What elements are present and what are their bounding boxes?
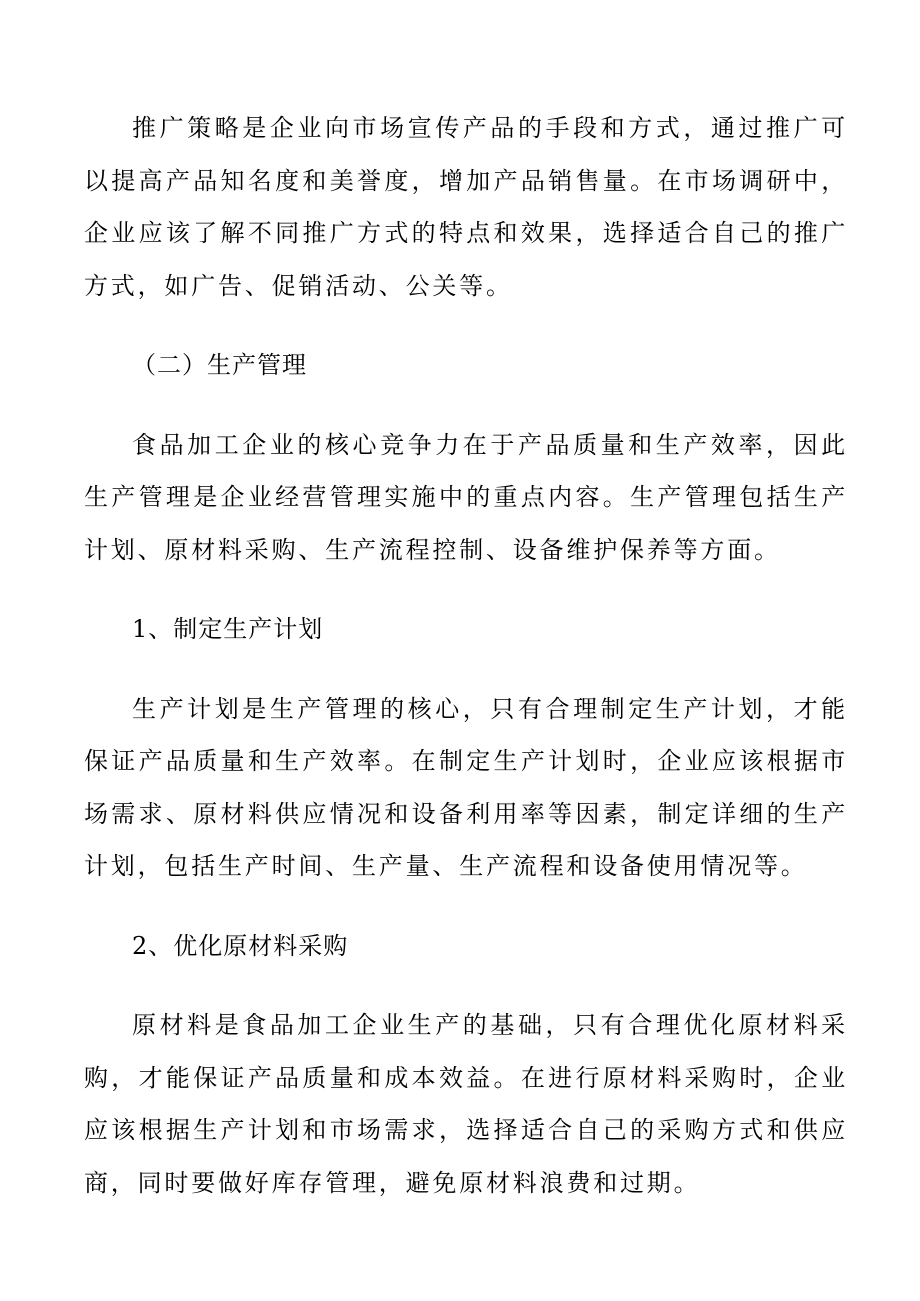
section-heading-production-management: （二）生产管理 xyxy=(132,351,307,379)
paragraph-raw-material-procurement: 原材料是食品加工企业生产的基础，只有合理优化原材料采购，才能保证产品质量和成本效益。在进行原材料采购时，企业应该根据生产计划和市场需求，选择适合自己的采购方式和供应商，同时要做好库存管理，避免原材料浪费和过期。 xyxy=(84,1011,848,1197)
subheading-raw-material-procurement: 2、优化原材料采购 xyxy=(132,931,349,960)
paragraph-production-plan: 生产计划是生产管理的核心，只有合理制定生产计划，才能保证产品质量和生产效率。在制定生产计划时，企业应该根据市场需求、原材料供应情况和设备利用率等因素，制定详细的生产计划，包括生产时间、生产量、生产流程和设备使用情况等。 xyxy=(84,694,848,880)
paragraph-spacer xyxy=(84,656,848,683)
document-body xyxy=(84,102,848,1209)
paragraph-spacer xyxy=(84,312,848,339)
paragraph-production-management-intro: 食品加工企业的核心竞争力在于产品质量和生产效率，因此生产管理是企业经营管理实施中的重点内容。生产管理包括生产计划、原材料采购、生产流程控制、设备维护保养等方面。 xyxy=(84,430,848,564)
paragraph-spacer xyxy=(84,972,848,999)
paragraph-spacer xyxy=(84,893,848,920)
paragraph-spacer xyxy=(84,576,848,603)
paragraph-promotion-strategy: 推广策略是企业向市场宣传产品的手段和方式，通过推广可以提高产品知名度和美誉度，增加产品销售量。在市场调研中，企业应该了解不同推广方式的特点和效果，选择适合自己的推广方式，如广告、促销活动、公关等。 xyxy=(84,114,848,300)
paragraph-spacer xyxy=(84,392,848,419)
subheading-production-plan: 1、制定生产计划 xyxy=(132,615,324,643)
